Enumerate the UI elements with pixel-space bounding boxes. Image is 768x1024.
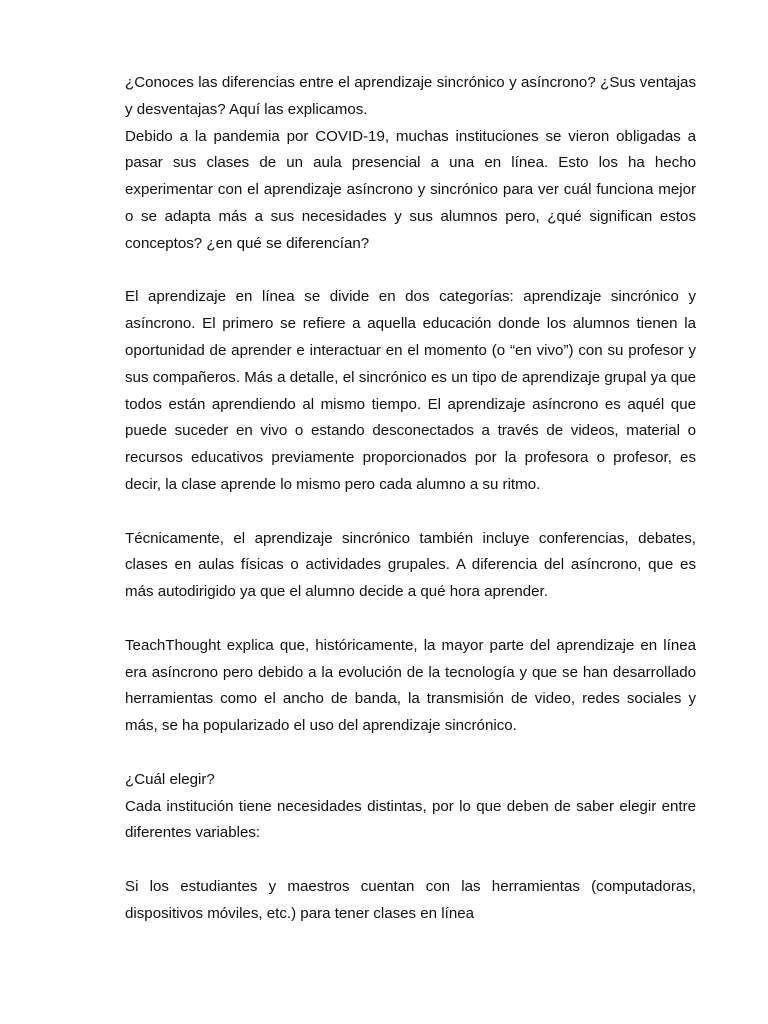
technical-paragraph: Técnicamente, el aprendizaje sincrónico también incluye conferencias, debates, clases en aulas físicas o actividades grupales. A diferencia del asíncrono, que es más autodirigido ya que el alumno decide a qué hora aprender. — [125, 529, 696, 601]
paragraph-gap — [125, 606, 696, 633]
paragraph-gap — [125, 847, 696, 874]
definition-paragraph: El aprendizaje en línea se divide en dos categorías: aprendizaje sincrónico y asíncrono. El primero se refiere a aquella educación donde los alumnos tienen la oportunidad de aprender e interactuar en el momento (o “en vivo”) con su profesor y sus compañeros. Más a detalle, el sincrónico es un tipo de aprendizaje grupal ya que todos están aprendiendo al mismo tiempo. El aprendizaje asíncrono es aquél que puede suceder en vivo o estando desconectados a través de videos, material o recursos educativos previamente proporcionados por la profesora o profesor, es decir, la clase aprende lo mismo pero cada alumno a su ritmo. — [125, 288, 696, 493]
intro-question: ¿Conoces las diferencias entre el aprendizaje sincrónico y asíncrono? ¿Sus ventajas y desventajas? Aquí las explicamos. — [125, 74, 696, 118]
tools-paragraph: Si los estudiantes y maestros cuentan con las herramientas (computadoras, dispositivos móviles, etc.) para tener clases en línea — [125, 877, 696, 922]
paragraph-gap — [125, 740, 696, 767]
intro-paragraph: Debido a la pandemia por COVID-19, muchas instituciones se vieron obligadas a pasar sus clases de un aula presencial a una en línea. Esto los ha hecho experimentar con el aprendizaje asíncrono y sincrónico para ver cuál funciona mejor o se adapta más a sus necesidades y sus alumnos pero, ¿qué significan estos conceptos? ¿en qué se diferencían? — [125, 127, 696, 252]
choice-paragraph: Cada institución tiene necesidades distintas, por lo que deben de saber elegir entre diferentes variables: — [125, 797, 696, 842]
paragraph-gap — [125, 499, 696, 526]
history-paragraph: TeachThought explica que, históricamente, la mayor parte del aprendizaje en línea era asíncrono pero debido a la evolución de la tecnología y que se han desarrollado herramientas como el ancho de banda, la transmisión de video, redes sociales y más, se ha popularizado el uso del aprendizaje sincrónico. — [125, 636, 696, 735]
paragraph-gap — [125, 258, 696, 285]
document-body — [125, 70, 696, 928]
section-heading: ¿Cuál elegir? — [125, 770, 215, 788]
